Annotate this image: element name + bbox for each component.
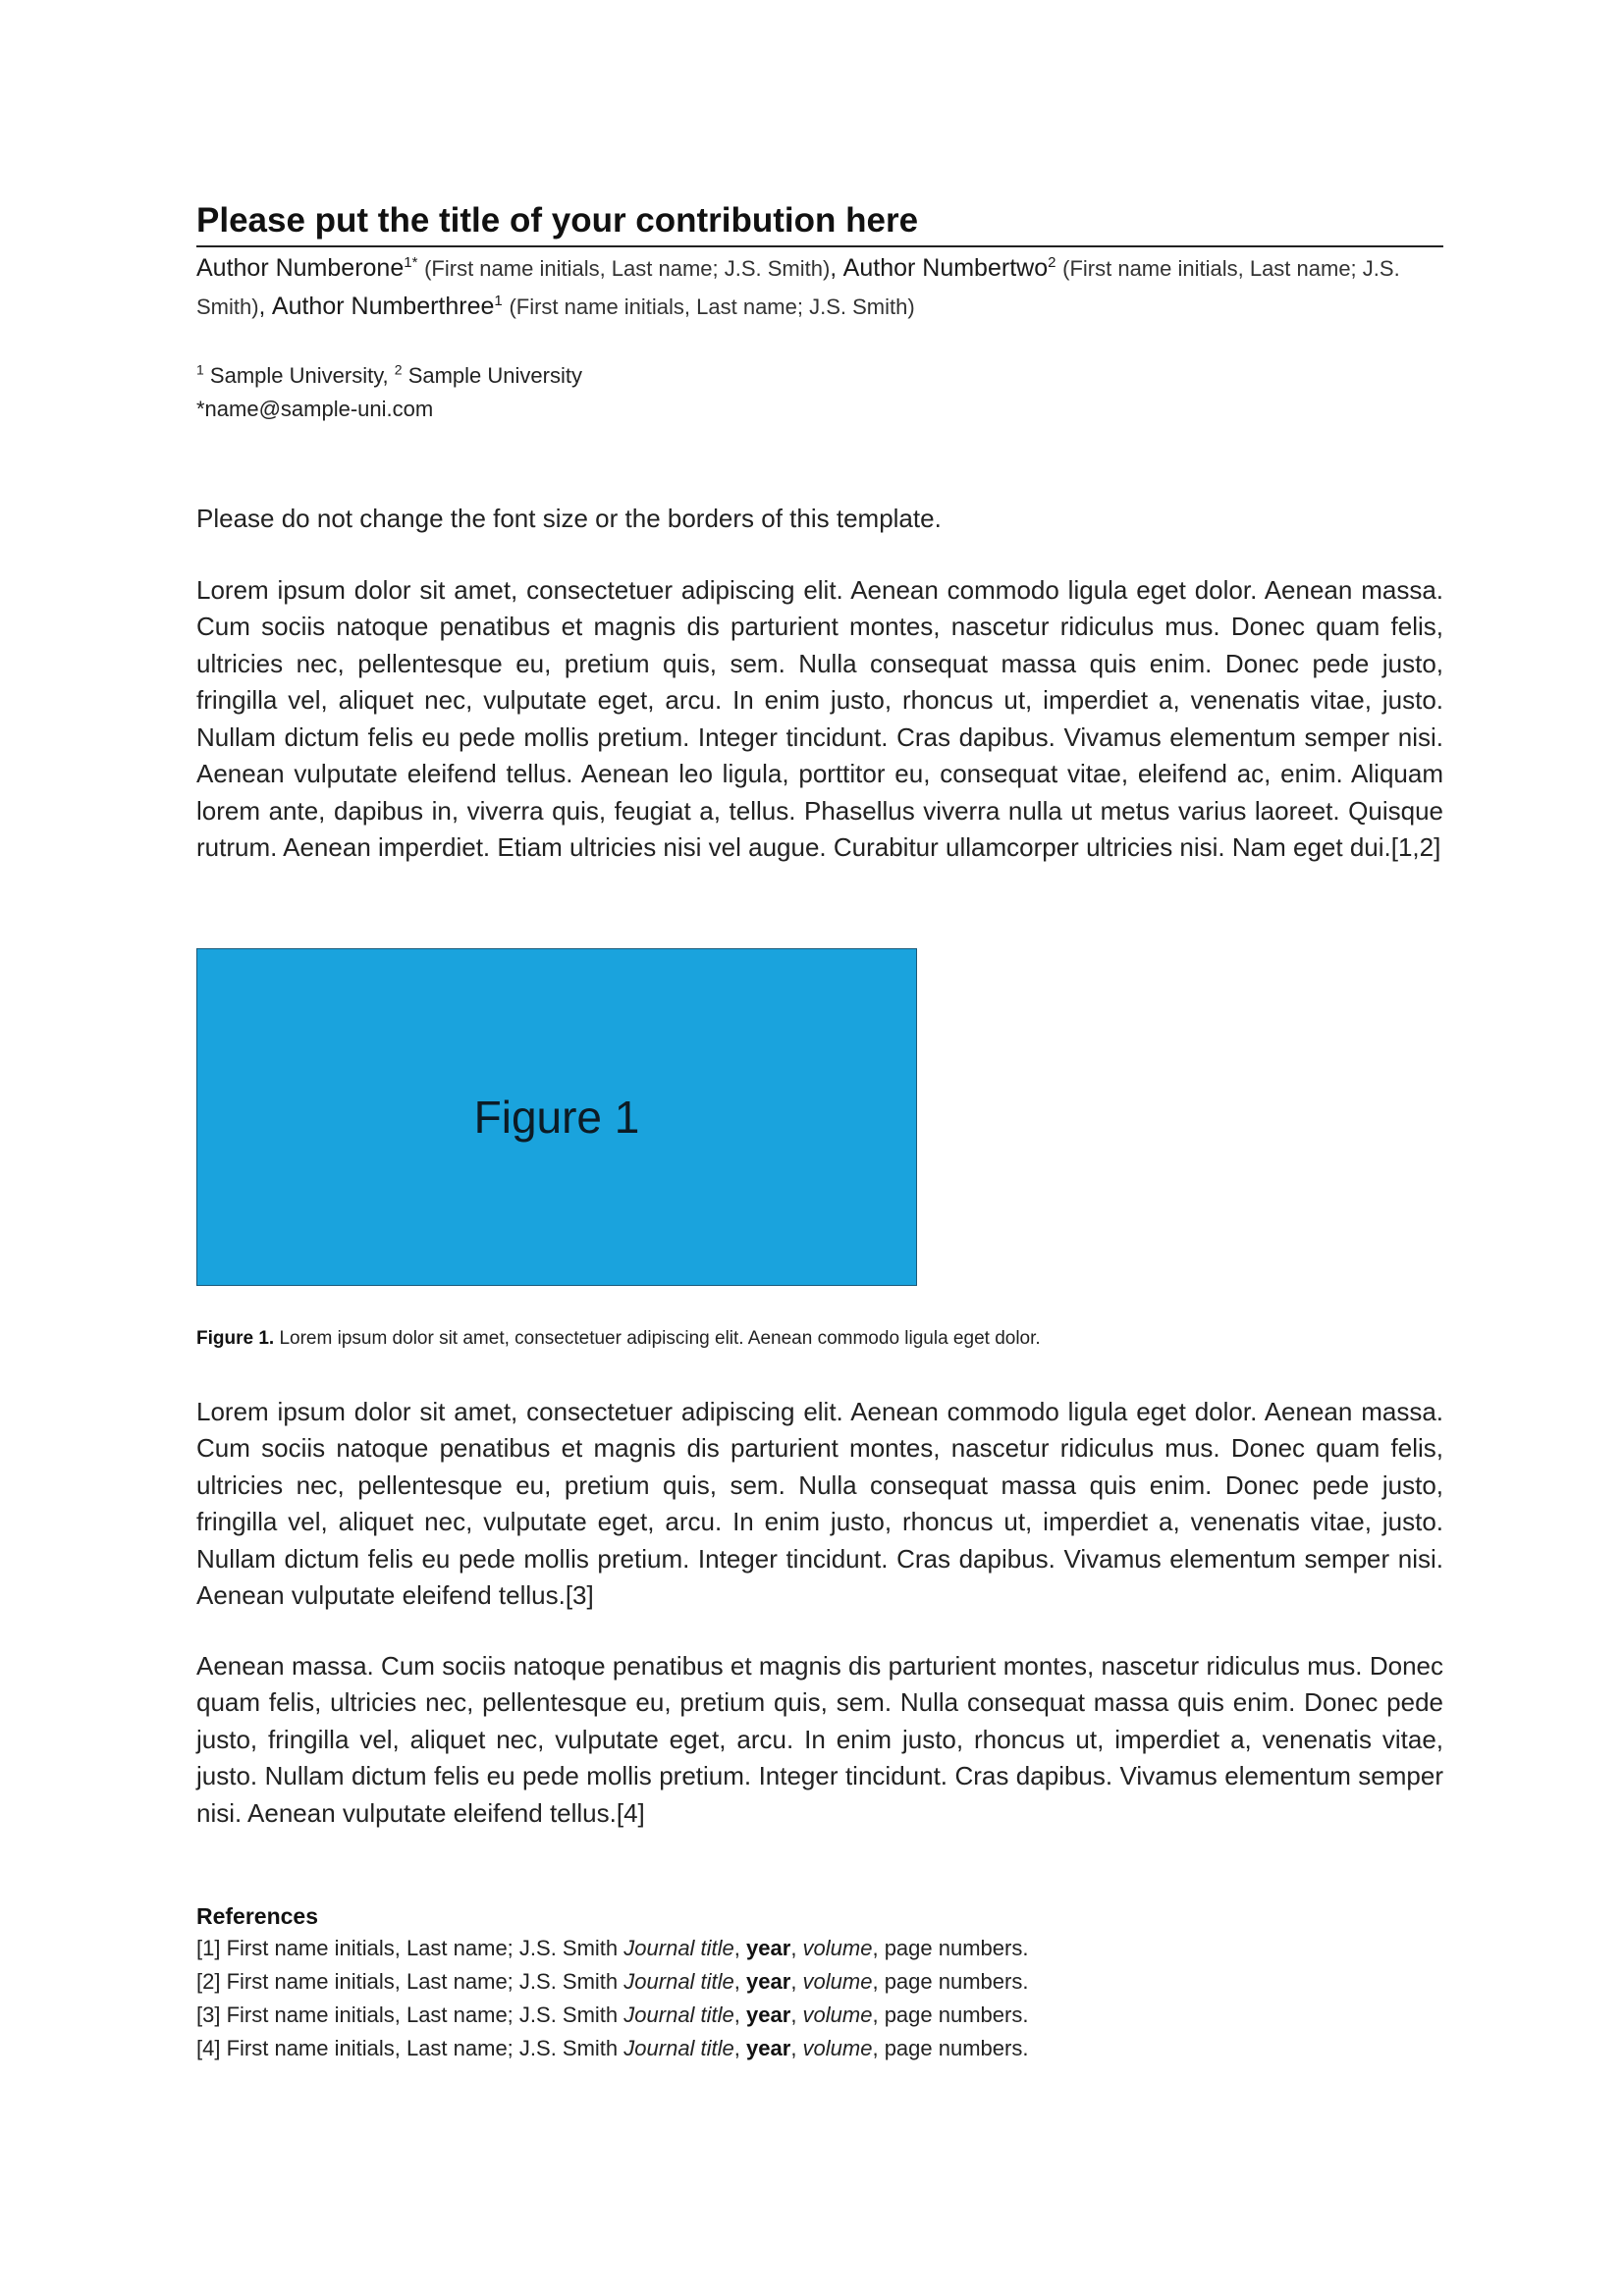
affiliation-name: Sample University, <box>203 363 395 388</box>
author-list <box>196 249 1443 326</box>
reference-volume: volume <box>802 1936 873 1960</box>
body-paragraph-1: Lorem ipsum dolor sit amet, consectetuer adipiscing elit. Aenean commodo ligula eget dolor. Aenean massa. Cum sociis natoque penatibus et magnis dis parturient montes, nascetur ridiculus mus. Donec quam felis, ultricies nec, pellentesque eu, pretium quis, sem. Nulla consequat massa quis enim. Donec pede justo, fringilla vel, aliquet nec, vulputate eget, arcu. In enim justo, rhoncus ut, imperdiet a, venenatis vitae, justo. Nullam dictum felis eu pede mollis pretium. Integer tincidunt. Cras dapibus. Vivamus elementum semper nisi. Aenean vulputate eleifend tellus. Aenean leo ligula, porttitor eu, consequat vitae, eleifend ac, enim. Aliquam lorem ante, dapibus in, viverra quis, feugiat a, tellus. Phasellus viverra nulla ut metus varius laoreet. Quisque rutrum. Aenean imperdiet. Etiam ultricies nisi vel augue. Curabitur ullamcorper ultricies nisi. Nam eget dui.[1,2] <box>196 574 1443 862</box>
reference-number: [1] <box>196 1936 227 1960</box>
figure-caption <box>196 1325 1443 1353</box>
author-format-note: (First name initials, Last name; J.S. Smith) <box>196 256 1400 319</box>
references-heading: References <box>196 1903 319 1929</box>
figure-placeholder <box>196 948 917 1286</box>
body-paragraph-2: Lorem ipsum dolor sit amet, consectetuer adipiscing elit. Aenean commodo ligula eget dolor. Aenean massa. Cum sociis natoque penatibus et magnis dis parturient montes, nascetur ridiculus mus. Donec quam felis, ultricies nec, pellentesque eu, pretium quis, sem. Nulla consequat massa quis enim. Donec pede justo, fringilla vel, aliquet nec, vulputate eget, arcu. In enim justo, rhoncus ut, imperdiet a, venenatis vitae, justo. Nullam dictum felis eu pede mollis pretium. Integer tincidunt. Cras dapibus. Vivamus elementum semper nisi. Aenean vulputate eleifend tellus.[3] <box>196 1396 1443 1610</box>
reference-separator: , <box>790 1969 803 1994</box>
paper-title: Please put the title of your contribution here <box>196 198 1443 247</box>
author-name: Author Numberone <box>196 254 405 282</box>
reference-authors: First name initials, Last name; J.S. Smith <box>226 1969 624 1994</box>
contact-email: *name@sample-uni.com <box>196 397 434 421</box>
caption-text: Lorem ipsum dolor sit amet, consectetuer adipiscing elit. Aenean commodo ligula eget dolor. <box>274 1327 1041 1349</box>
reference-item <box>196 1999 1443 2032</box>
reference-number: [3] <box>196 2002 227 2027</box>
reference-separator: , <box>733 1969 747 1994</box>
author-superscript: 2 <box>1048 254 1056 271</box>
affiliation-superscript: 2 <box>394 361 403 378</box>
affiliation-name: Sample University <box>402 363 582 388</box>
author-superscript: 1* <box>404 254 418 271</box>
figure-placeholder-label: Figure 1 <box>473 1091 640 1143</box>
reference-pages: , page numbers. <box>872 1936 1029 1960</box>
references-list <box>196 1932 1443 2065</box>
reference-journal: Journal title <box>623 1969 734 1994</box>
reference-separator: , <box>790 1936 803 1960</box>
author-separator: , <box>830 255 843 282</box>
reference-volume: volume <box>802 2036 873 2060</box>
affiliation-line <box>196 359 1443 393</box>
author-name: Author Numbertwo <box>842 254 1049 282</box>
reference-year: year <box>746 1969 791 1994</box>
reference-year: year <box>746 2002 791 2027</box>
body-paragraph-3: Aenean massa. Cum sociis natoque penatibus et magnis dis parturient montes, nascetur ridiculus mus. Donec quam felis, ultricies nec, pellentesque eu, pretium quis, sem. Nulla consequat massa quis enim. Donec pede justo, fringilla vel, aliquet nec, vulputate eget, arcu. In enim justo, rhoncus ut, imperdiet a, venenatis vitae, justo. Nullam dictum felis eu pede mollis pretium. Integer tincidunt. Cras dapibus. Vivamus elementum semper nisi. Aenean vulputate eleifend tellus.[4] <box>196 1650 1443 1828</box>
author-format-note: (First name initials, Last name; J.S. Smith) <box>509 294 915 319</box>
reference-number: [2] <box>196 1969 227 1994</box>
reference-item <box>196 2032 1443 2065</box>
reference-pages: , page numbers. <box>872 2036 1029 2060</box>
reference-year: year <box>746 2036 791 2060</box>
reference-number: [4] <box>196 2036 227 2060</box>
reference-separator: , <box>733 2002 747 2027</box>
reference-item <box>196 1932 1443 1965</box>
page-content <box>196 198 1443 2065</box>
reference-pages: , page numbers. <box>872 1969 1029 1994</box>
reference-separator: , <box>733 1936 747 1960</box>
affiliation-superscript: 1 <box>196 361 204 378</box>
author-name: Author Numberthree <box>271 293 495 320</box>
reference-authors: First name initials, Last name; J.S. Smith <box>226 2002 624 2027</box>
caption-label: Figure 1. <box>196 1327 275 1349</box>
author-3 <box>272 294 915 320</box>
reference-journal: Journal title <box>623 2002 734 2027</box>
reference-volume: volume <box>802 2002 873 2027</box>
reference-volume: volume <box>802 1969 873 1994</box>
reference-item <box>196 1965 1443 1999</box>
reference-authors: First name initials, Last name; J.S. Smith <box>226 1936 624 1960</box>
reference-separator: , <box>733 2036 747 2060</box>
author-superscript: 1 <box>494 293 503 309</box>
template-note: Please do not change the font size or the borders of this template. <box>196 504 942 533</box>
reference-separator: , <box>790 2036 803 2060</box>
reference-pages: , page numbers. <box>872 2002 1029 2027</box>
reference-journal: Journal title <box>623 2036 734 2060</box>
author-format-note: (First name initials, Last name; J.S. Smith) <box>424 256 831 281</box>
reference-authors: First name initials, Last name; J.S. Smith <box>226 2036 624 2060</box>
author-separator: , <box>258 294 272 320</box>
author-1 <box>196 255 843 282</box>
affiliations <box>196 359 1443 426</box>
reference-separator: , <box>790 2002 803 2027</box>
reference-year: year <box>746 1936 791 1960</box>
reference-journal: Journal title <box>623 1936 734 1960</box>
